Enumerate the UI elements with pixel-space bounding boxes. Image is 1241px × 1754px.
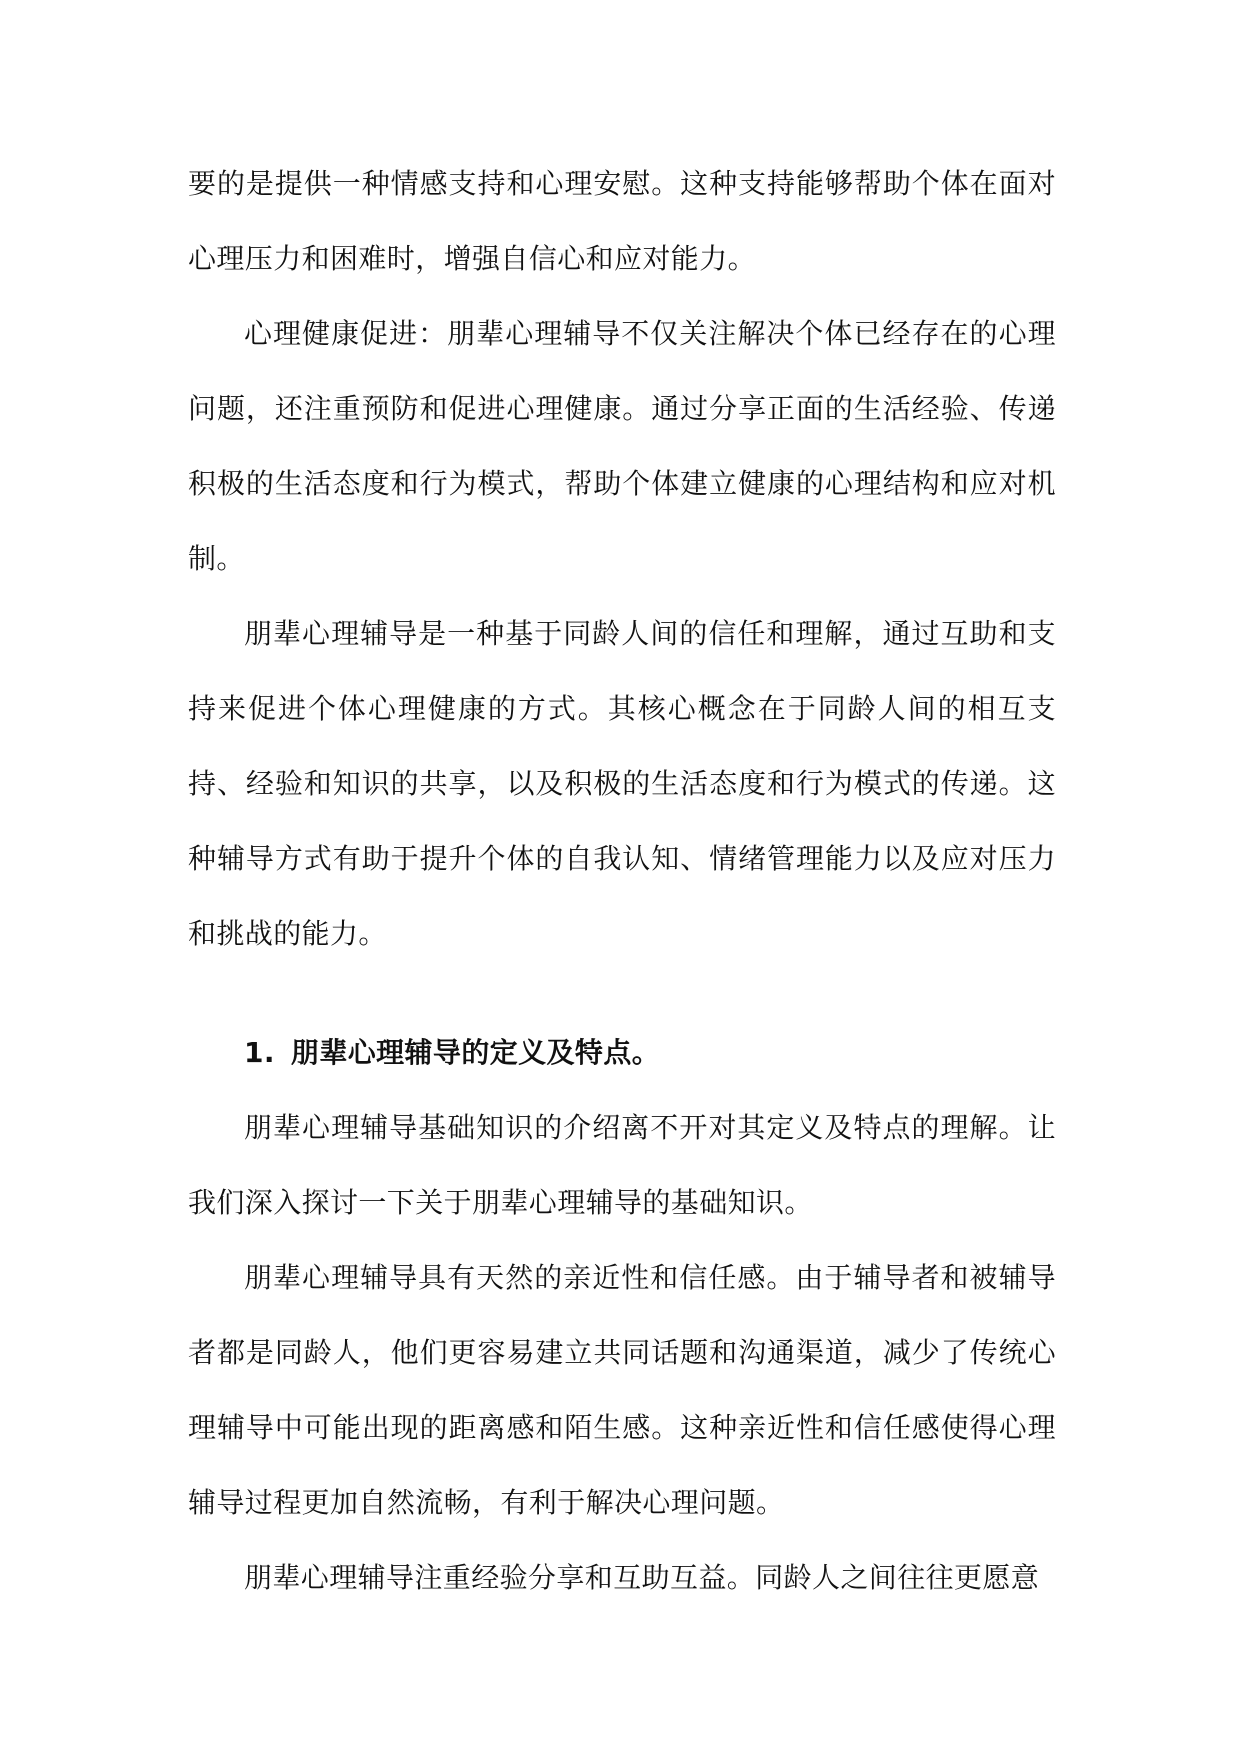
paragraph-continuation: 要的是提供一种情感支持和心理安慰。这种支持能够帮助个体在面对心理压力和困难时，增强自信心和应对能力。	[188, 167, 1056, 275]
paragraph-experience-sharing: 朋辈心理辅导注重经验分享和互助互益。同龄人之间往往更愿意	[244, 1561, 1040, 1594]
paragraph-definition-intro: 朋辈心理辅导基础知识的介绍离不开对其定义及特点的理解。让我们深入探讨一下关于朋辈心理辅导的基础知识。	[188, 1111, 1056, 1219]
paragraph-closeness-trust: 朋辈心理辅导具有天然的亲近性和信任感。由于辅导者和被辅导者都是同龄人，他们更容易建立共同话题和沟通渠道，减少了传统心理辅导中可能出现的距离感和陌生感。这种亲近性和信任感使得心理辅导过程更加自然流畅，有利于解决心理问题。	[188, 1261, 1056, 1519]
section-heading	[188, 1015, 1056, 1090]
section-number: 1.	[244, 1036, 275, 1069]
paragraph-core-concept: 朋辈心理辅导是一种基于同龄人间的信任和理解，通过互助和支持来促进个体心理健康的方式。其核心概念在于同龄人间的相互支持、经验和知识的共享，以及积极的生活态度和行为模式的传递。这种辅导方式有助于提升个体的自我认知、情绪管理能力以及应对压力和挑战的能力。	[188, 617, 1056, 950]
section-title: 朋辈心理辅导的定义及特点。	[290, 1036, 661, 1069]
document-body	[188, 146, 1056, 1615]
paragraph-mental-health-promotion: 心理健康促进：朋辈心理辅导不仅关注解决个体已经存在的心理问题，还注重预防和促进心理健康。通过分享正面的生活经验、传递积极的生活态度和行为模式，帮助个体建立健康的心理结构和应对机制。	[188, 317, 1056, 575]
